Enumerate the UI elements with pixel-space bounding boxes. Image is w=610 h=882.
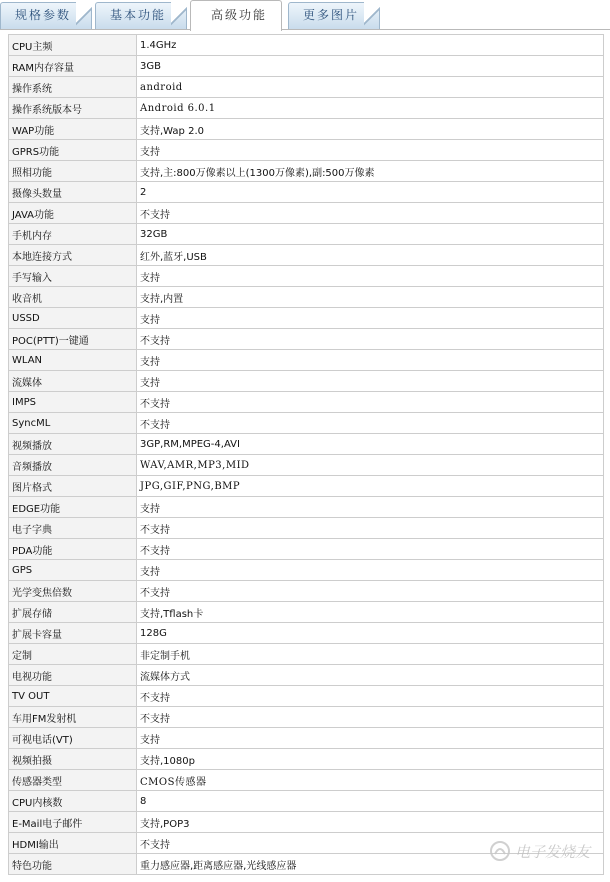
spec-key: RAM内存容量 bbox=[9, 56, 137, 77]
table-row bbox=[9, 518, 604, 539]
tab-advanced-features[interactable] bbox=[190, 0, 282, 31]
spec-value: 8 bbox=[137, 791, 604, 812]
spec-value: 支持 bbox=[137, 266, 604, 287]
tab-basic-features[interactable] bbox=[95, 2, 187, 29]
spec-key: 电视功能 bbox=[9, 665, 137, 686]
table-row bbox=[9, 728, 604, 749]
table-row bbox=[9, 413, 604, 434]
table-row bbox=[9, 350, 604, 371]
tab-corner bbox=[76, 2, 92, 29]
spec-value: 不支持 bbox=[137, 833, 604, 854]
spec-key: 电子字典 bbox=[9, 518, 137, 539]
spec-key: 图片格式 bbox=[9, 476, 137, 497]
spec-key: EDGE功能 bbox=[9, 497, 137, 518]
spec-value: 支持 bbox=[137, 140, 604, 161]
spec-key: POC(PTT)一键通 bbox=[9, 329, 137, 350]
table-row bbox=[9, 749, 604, 770]
spec-value: 支持,Tflash卡 bbox=[137, 602, 604, 623]
spec-value: 重力感应器,距离感应器,光线感应器 bbox=[137, 854, 604, 875]
tab-specs[interactable] bbox=[0, 2, 92, 29]
table-row bbox=[9, 497, 604, 518]
table-row bbox=[9, 434, 604, 455]
tab-corner bbox=[171, 2, 187, 29]
spec-value: 支持 bbox=[137, 497, 604, 518]
spec-key: 特色功能 bbox=[9, 854, 137, 875]
table-row bbox=[9, 707, 604, 728]
table-row bbox=[9, 371, 604, 392]
spec-value: 不支持 bbox=[137, 707, 604, 728]
spec-value: WAV,AMR,MP3,MID bbox=[137, 455, 604, 476]
spec-key: GPRS功能 bbox=[9, 140, 137, 161]
table-row bbox=[9, 308, 604, 329]
table-row bbox=[9, 224, 604, 245]
logo-icon bbox=[489, 840, 511, 862]
spec-key: 车用FM发射机 bbox=[9, 707, 137, 728]
spec-value: 支持 bbox=[137, 728, 604, 749]
spec-value: 非定制手机 bbox=[137, 644, 604, 665]
tab-label: 规格参数 bbox=[15, 8, 72, 22]
spec-value: 128G bbox=[137, 623, 604, 644]
spec-value: 支持 bbox=[137, 560, 604, 581]
spec-value: Android 6.0.1 bbox=[137, 98, 604, 119]
spec-key: HDMI输出 bbox=[9, 833, 137, 854]
tab-label: 高级功能 bbox=[211, 8, 268, 22]
spec-key: WLAN bbox=[9, 350, 137, 371]
table-row bbox=[9, 602, 604, 623]
spec-value: JPG,GIF,PNG,BMP bbox=[137, 476, 604, 497]
spec-table bbox=[8, 34, 604, 875]
spec-value: 不支持 bbox=[137, 686, 604, 707]
table-row bbox=[9, 119, 604, 140]
spec-value: 流媒体方式 bbox=[137, 665, 604, 686]
spec-value: 支持,主:800万像素以上(1300万像素),副:500万像素 bbox=[137, 161, 604, 182]
spec-key: GPS bbox=[9, 560, 137, 581]
table-row bbox=[9, 455, 604, 476]
table-row bbox=[9, 812, 604, 833]
spec-key: TV OUT bbox=[9, 686, 137, 707]
spec-value: 支持,Wap 2.0 bbox=[137, 119, 604, 140]
spec-key: 流媒体 bbox=[9, 371, 137, 392]
table-row bbox=[9, 560, 604, 581]
spec-key: CPU主频 bbox=[9, 35, 137, 56]
spec-key: 视频播放 bbox=[9, 434, 137, 455]
table-row bbox=[9, 77, 604, 98]
spec-value: 支持 bbox=[137, 308, 604, 329]
spec-value: 不支持 bbox=[137, 203, 604, 224]
spec-key: SyncML bbox=[9, 413, 137, 434]
spec-key: 定制 bbox=[9, 644, 137, 665]
tab-corner bbox=[364, 2, 380, 29]
table-row bbox=[9, 539, 604, 560]
table-row bbox=[9, 56, 604, 77]
spec-key: CPU内核数 bbox=[9, 791, 137, 812]
spec-key: 手机内存 bbox=[9, 224, 137, 245]
spec-value: 不支持 bbox=[137, 581, 604, 602]
spec-key: E-Mail电子邮件 bbox=[9, 812, 137, 833]
table-row bbox=[9, 35, 604, 56]
spec-key: 操作系统版本号 bbox=[9, 98, 137, 119]
spec-key: 传感器类型 bbox=[9, 770, 137, 791]
spec-value: 支持,POP3 bbox=[137, 812, 604, 833]
spec-key: PDA功能 bbox=[9, 539, 137, 560]
spec-value: 3GB bbox=[137, 56, 604, 77]
spec-key: 扩展存储 bbox=[9, 602, 137, 623]
table-row bbox=[9, 623, 604, 644]
spec-value: 支持,1080p bbox=[137, 749, 604, 770]
table-row bbox=[9, 581, 604, 602]
tab-label: 基本功能 bbox=[110, 8, 167, 22]
table-row bbox=[9, 791, 604, 812]
spec-key: 摄像头数量 bbox=[9, 182, 137, 203]
tab-more-images[interactable] bbox=[288, 2, 380, 29]
spec-value: 不支持 bbox=[137, 539, 604, 560]
table-row bbox=[9, 665, 604, 686]
spec-value: 32GB bbox=[137, 224, 604, 245]
table-row bbox=[9, 392, 604, 413]
spec-key: 手写输入 bbox=[9, 266, 137, 287]
table-row bbox=[9, 266, 604, 287]
spec-key: 扩展卡容量 bbox=[9, 623, 137, 644]
table-row bbox=[9, 644, 604, 665]
spec-key: 操作系统 bbox=[9, 77, 137, 98]
table-row bbox=[9, 686, 604, 707]
spec-key: 音频播放 bbox=[9, 455, 137, 476]
spec-value: 3GP,RM,MPEG-4,AVI bbox=[137, 434, 604, 455]
table-row bbox=[9, 98, 604, 119]
spec-value: 支持 bbox=[137, 350, 604, 371]
spec-value: 支持,内置 bbox=[137, 287, 604, 308]
spec-value: CMOS传感器 bbox=[137, 770, 604, 791]
table-row bbox=[9, 140, 604, 161]
spec-value: 1.4GHz bbox=[137, 35, 604, 56]
table-row bbox=[9, 182, 604, 203]
table-row bbox=[9, 203, 604, 224]
spec-key: 视频拍摄 bbox=[9, 749, 137, 770]
spec-key: 收音机 bbox=[9, 287, 137, 308]
table-row bbox=[9, 770, 604, 791]
table-row bbox=[9, 161, 604, 182]
spec-value: 不支持 bbox=[137, 413, 604, 434]
spec-key: 可视电话(VT) bbox=[9, 728, 137, 749]
table-row bbox=[9, 287, 604, 308]
spec-table-body bbox=[9, 35, 604, 875]
watermark bbox=[489, 840, 590, 862]
spec-value: 不支持 bbox=[137, 518, 604, 539]
spec-value: 不支持 bbox=[137, 392, 604, 413]
table-row bbox=[9, 476, 604, 497]
spec-value: android bbox=[137, 77, 604, 98]
table-row bbox=[9, 329, 604, 350]
spec-value: 不支持 bbox=[137, 329, 604, 350]
spec-key: 照相功能 bbox=[9, 161, 137, 182]
spec-value: 支持 bbox=[137, 371, 604, 392]
spec-key: WAP功能 bbox=[9, 119, 137, 140]
table-row bbox=[9, 245, 604, 266]
spec-key: JAVA功能 bbox=[9, 203, 137, 224]
spec-value: 2 bbox=[137, 182, 604, 203]
spec-key: 光学变焦倍数 bbox=[9, 581, 137, 602]
tab-label: 更多图片 bbox=[303, 8, 360, 22]
spec-key: USSD bbox=[9, 308, 137, 329]
tab-bar bbox=[0, 0, 610, 30]
spec-key: IMPS bbox=[9, 392, 137, 413]
spec-value: 红外,蓝牙,USB bbox=[137, 245, 604, 266]
watermark-text: 电子发烧友 bbox=[514, 842, 590, 861]
spec-key: 本地连接方式 bbox=[9, 245, 137, 266]
